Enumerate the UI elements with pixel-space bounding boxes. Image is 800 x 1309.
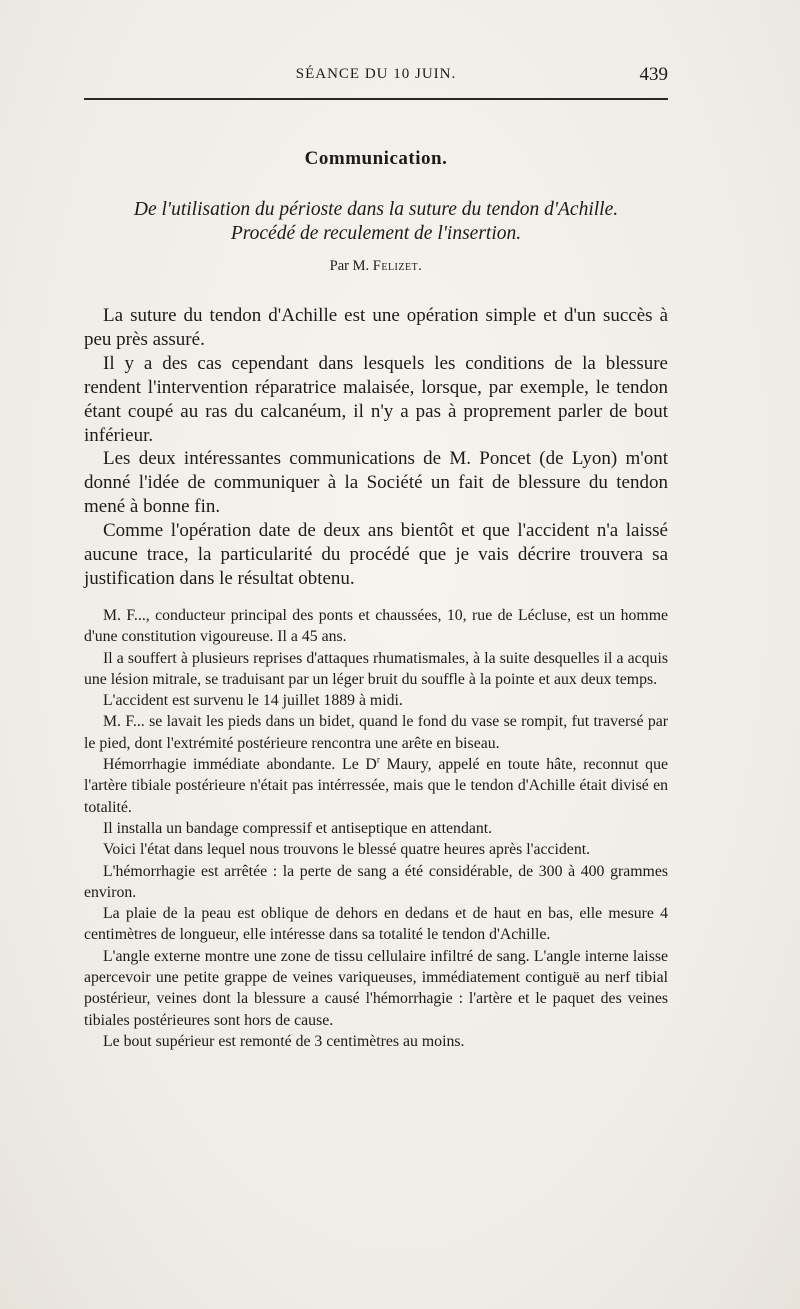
article-title-line-2: Procédé de reculement de l'insertion. <box>230 223 522 244</box>
intro-text <box>84 304 668 591</box>
running-title: SÉANCE DU 10 JUIN. <box>295 66 457 82</box>
paragraph: M. F... se lavait les pieds dans un bidet, quand le fond du vase se rompit, fut traversé par le pied, dont l'extrémité postérieure rencontra une arête en biseau. <box>84 713 668 752</box>
paragraph: L'angle externe montre une zone de tissu cellulaire infiltré de sang. L'angle interne laisse apercevoir une petite grappe de veines variqueuses, immédiatement contiguë au nerf tibial postérieur, veines dont la blessure a causé l'hémorrhagie : l'artère et le paquet des veines tibiales postérieures sont hors de cause. <box>84 947 668 1029</box>
paragraph: M. F..., conducteur principal des ponts et chaussées, 10, rue de Lécluse, est un homme d'une constitution vigoureuse. Il a 45 ans. <box>84 607 668 646</box>
paragraph: Voici l'état dans lequel nous trouvons le blessé quatre heures après l'accident. <box>103 841 591 859</box>
text-run: Maury, appelé en toute hâte, reconnut que l'artère tibiale postérieure n'était pas intérressée, mais que le tendon d'Achille était divisé en totalité. <box>84 756 668 816</box>
paragraph: Il installa un bandage compressif et antiseptique en attendant. <box>103 819 493 837</box>
paragraph: Le bout supérieur est remonté de 3 centimètres au moins. <box>103 1032 465 1050</box>
header-rule <box>84 98 668 100</box>
paragraph: Il y a des cas cependant dans lesquels les conditions de la blessure rendent l'intervention réparatrice malaisée, lorsque, par exemple, le tendon étant coupé au ras du calcanéum, il n'y a pas à proprement parler de bout inférieur. <box>84 352 668 446</box>
paragraph: La plaie de la peau est oblique de dehors en dedans et de haut en bas, elle mesure 4 centimètres de longueur, elle intéresse dans sa totalité le tendon d'Achille. <box>84 905 668 944</box>
text-run: Hémorrhagie immédiate abondante. Le D <box>103 756 377 774</box>
page-number: 439 <box>639 64 668 85</box>
paragraph-maury <box>84 754 668 818</box>
paragraph: La suture du tendon d'Achille est une opération simple et d'un succès à peu près assuré. <box>84 305 668 350</box>
paragraph: Comme l'opération date de deux ans bientôt et que l'accident n'a laissé aucune trace, la particularité du procédé que je vais décrire trouvera sa justification dans le résultat obtenu. <box>84 520 668 589</box>
running-head <box>84 64 668 88</box>
byline-prefix: Par M. <box>329 258 370 274</box>
article-title <box>84 198 668 246</box>
paragraph: L'hémorrhagie est arrêtée : la perte de sang a été considérable, de 300 à 400 grammes environ. <box>84 862 668 901</box>
author-name: Felizet. <box>372 258 423 274</box>
paragraph: Il a souffert à plusieurs reprises d'attaques rhumatismales, à la suite desquelles il a acquis une lésion mitrale, se traduisant par un léger bruit du souffle à la pointe et aux deux temps. <box>84 649 668 688</box>
paragraph: L'accident est survenu le 14 juillet 1889 à midi. <box>103 692 403 710</box>
superscript: r <box>376 754 380 765</box>
section-heading: Communication. <box>304 148 448 169</box>
byline <box>84 258 668 275</box>
article-title-line-1: De l'utilisation du périoste dans la suture du tendon d'Achille. <box>133 199 619 220</box>
case-report-text <box>84 605 668 1052</box>
paragraph: Les deux intéressantes communications de M. Poncet (de Lyon) m'ont donné l'idée de communiquer à la Société un fait de blessure du tendon mené à bonne fin. <box>84 448 668 518</box>
